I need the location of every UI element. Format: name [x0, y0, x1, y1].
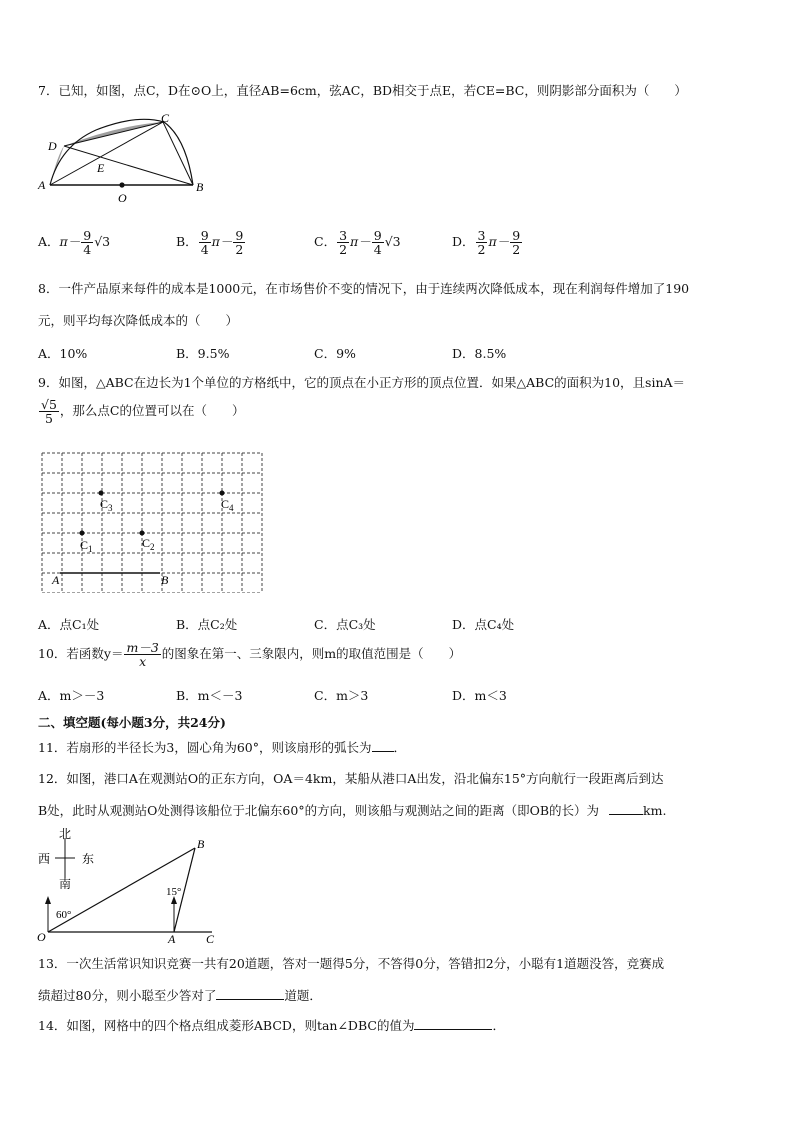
- label-b: B: [161, 573, 169, 587]
- q11-text: 11．若扇形的半径长为3，圆心角为60°，则该扇形的弧长为 ．: [38, 740, 407, 755]
- label-e: E: [97, 161, 105, 175]
- q9-option-b[interactable]: B．点C₂处: [176, 617, 238, 632]
- q9-option-a[interactable]: A．点C₁处: [38, 617, 100, 632]
- label-c4: $C_4$: [221, 497, 234, 513]
- q8-line2: 元，则平均每次降低成本的（ ）: [38, 313, 239, 328]
- q9-option-d[interactable]: D．点C₄处: [452, 617, 515, 632]
- q12-answer-blank[interactable]: [609, 804, 643, 815]
- compass-east: 东: [82, 852, 95, 866]
- q8-option-b[interactable]: B．9.5%: [176, 346, 230, 361]
- label-a: A: [38, 178, 46, 192]
- q7-text: 7．已知，如图，点C，D在⊙O上，直径AB=6cm，弦AC，BD相交于点E，若CE=BC，则阴影部分面积为（ ）: [38, 83, 687, 98]
- q14-answer-blank[interactable]: [414, 1019, 492, 1030]
- q10-option-b[interactable]: B．m＜－3: [176, 688, 243, 703]
- q9-option-c[interactable]: C．点C₃处: [314, 617, 376, 632]
- q13-line2: 绩超过80分，则小聪至少答对了 道题．: [38, 988, 322, 1003]
- label-b: B: [197, 837, 205, 851]
- chord-db: [64, 146, 193, 185]
- point-c1: [80, 531, 85, 536]
- q10-option-c[interactable]: C．m＞3: [314, 688, 369, 703]
- label-a: A: [168, 932, 176, 946]
- arrowhead-icon: [45, 896, 51, 904]
- q14-text: 14．如图，网格中的四个格点组成菱形ABCD，则tan∠DBC的值为 ．: [38, 1018, 505, 1033]
- q7-figure: [36, 112, 206, 204]
- point-c2: [140, 531, 145, 536]
- q13-line1: 13．一次生活常识知识竞赛一共有20道题，答对一题得5分，不答得0分，答错扣2分，小聪有1道题没答，竞赛成: [38, 956, 665, 971]
- chord-dc: [64, 122, 163, 146]
- label-c: C: [161, 112, 170, 125]
- label-c: C: [206, 932, 215, 946]
- chord-ac: [50, 122, 163, 185]
- label-o: O: [37, 930, 46, 944]
- angle-60-label: 60°: [56, 909, 72, 921]
- q10-option-a[interactable]: A．m＞－3: [38, 688, 105, 703]
- point-c4: [220, 491, 225, 496]
- section-heading: 二、填空题(每小题3分，共24分): [38, 715, 226, 730]
- label-d: D: [48, 139, 57, 153]
- label-o: O: [118, 191, 127, 204]
- q8-line1: 8．一件产品原来每件的成本是1000元，在市场售价不变的情况下，由于连续两次降低成本，现在利润每件增加了190: [38, 281, 690, 296]
- q10-option-d[interactable]: D．m＜3: [452, 688, 507, 703]
- q13-answer-blank[interactable]: [216, 989, 284, 1000]
- q8-option-d[interactable]: D．8.5%: [452, 346, 507, 361]
- q7-option-d[interactable]: D． $\frac{3}{2}$ π－ $\frac{9}{2}$: [452, 228, 521, 257]
- q12-line1: 12．如图，港口A在观测站O的正东方向，OA＝4km，某船从港口A出发，沿北偏东15°方向航行一段距离后到达: [38, 771, 664, 786]
- label-a: A: [52, 573, 60, 587]
- q11-answer-blank[interactable]: [372, 741, 394, 752]
- point-c3: [99, 491, 104, 496]
- compass-west: 西: [38, 852, 51, 866]
- q9-line2: $\frac{√5}{5}$ ，那么点C的位置可以在（ ）: [41, 397, 245, 426]
- label-c3: $C_3$: [100, 497, 113, 513]
- q9-line1: 9．如图，△ABC在边长为1个单位的方格纸中，它的顶点在小正方形的顶点位置．如果△ABC的面积为10，且sinA＝: [38, 375, 686, 390]
- q7-option-c[interactable]: C． $\frac{3}{2}$ π－ $\frac{9}{4}$ √3: [314, 228, 401, 257]
- center-point: [119, 182, 124, 187]
- angle-15-label: 15°: [166, 886, 182, 898]
- label-c1: $C_1$: [80, 538, 93, 554]
- label-b: B: [196, 180, 204, 194]
- q9-grid-figure: [40, 451, 264, 593]
- q7-option-a[interactable]: A．π－ $\frac{9}{4}$ √3: [38, 228, 111, 257]
- label-c2: $C_2$: [142, 536, 155, 552]
- compass-north: 北: [59, 827, 72, 841]
- q12-figure: [34, 826, 224, 948]
- q12-line2: B处，此时从观测站O处测得该船位于北偏东60°的方向，则该船与观测站之间的距离（即OB的长）为 km.: [38, 803, 667, 818]
- q8-option-c[interactable]: C．9%: [314, 346, 356, 361]
- chord-cb: [163, 122, 193, 185]
- q10-text: 10．若函数y＝ $\frac{m-3}{x}$ 的图象在第一、三象限内，则m的取值范围是（ ）: [38, 640, 462, 669]
- q8-option-a[interactable]: A．10%: [38, 346, 88, 361]
- compass-south: 南: [59, 877, 72, 891]
- q7-option-b[interactable]: B． $\frac{9}{4}$ π－ $\frac{9}{2}$: [176, 228, 244, 257]
